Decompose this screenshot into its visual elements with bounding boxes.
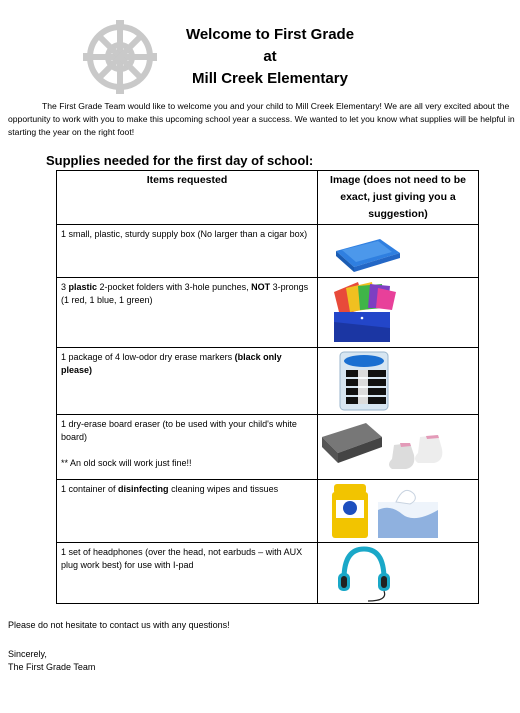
- item-cell: [57, 225, 318, 278]
- item-text: 3: [61, 282, 69, 292]
- item-text-bold: (black only please): [61, 352, 282, 375]
- image-cell: [318, 415, 479, 480]
- column-header-items: Items requested: [57, 171, 318, 225]
- item-colors: (1 red, 1 blue, 1 green): [61, 295, 153, 305]
- title-line-3: Mill Creek Elementary: [192, 70, 348, 87]
- image-cell: [318, 543, 479, 604]
- folders-icon: [318, 278, 478, 347]
- supplies-heading: Supplies needed for the first day of school:: [46, 153, 314, 168]
- table-row: [57, 348, 479, 415]
- headphones-icon: [318, 543, 478, 603]
- title-line-1: Welcome to First Grade: [185, 26, 355, 43]
- table-row: [57, 278, 479, 348]
- table-row: [57, 225, 479, 278]
- item-cell: [57, 415, 318, 480]
- table-header-row: [57, 171, 479, 225]
- item-cell: [57, 348, 318, 415]
- item-cell: [57, 278, 318, 348]
- wipes-tissues-icon: [318, 480, 478, 542]
- item-text-bold: plastic: [68, 282, 98, 292]
- image-cell: [318, 225, 479, 278]
- markers-icon: [318, 348, 478, 414]
- title-line-2: at: [263, 48, 277, 65]
- table-row: [57, 480, 479, 543]
- contact-line: Please do not hesitate to contact us with any questions!: [8, 620, 230, 630]
- item-text: 1 set of headphones (over the head, not earbuds – with AUX plug work best) for use with I-pad: [61, 547, 303, 570]
- item-text: 1 small, plastic, sturdy supply box (No larger than a cigar box): [61, 229, 308, 239]
- supply-box-icon: [318, 225, 478, 277]
- table-row: [57, 415, 479, 480]
- image-cell: [318, 278, 479, 348]
- eraser-socks-icon: [318, 415, 478, 479]
- item-text-bold: disinfecting: [118, 484, 169, 494]
- item-text: 1 package of 4 low-odor dry erase markers: [61, 352, 235, 362]
- image-cell: [318, 348, 479, 415]
- item-text: 1 dry-erase board eraser (to be used with your child's white board): [61, 419, 297, 442]
- item-cell: [57, 543, 318, 604]
- item-text-bold: NOT: [251, 282, 271, 292]
- item-text: cleaning wipes and tissues: [168, 484, 279, 494]
- page-title: [150, 24, 390, 90]
- signature-line: The First Grade Team: [8, 662, 96, 672]
- table-row: [57, 543, 479, 604]
- sincerely-line: Sincerely,: [8, 649, 47, 659]
- intro-paragraph: The First Grade Team would like to welcome you and your child to Mill Creek Elementary! We are all very excited about the opportunity to work with you to make this upcoming school year a success. We wanted to let you know what supplies will be helpful in starting the year on the right foot!: [8, 101, 515, 137]
- item-text: 2-pocket folders with 3-hole punches,: [97, 282, 252, 292]
- image-cell: [318, 480, 479, 543]
- column-header-image: Image (does not need to be exact, just giving you a suggestion): [318, 171, 479, 225]
- item-text: 3-prongs: [270, 282, 309, 292]
- item-note: ** An old sock will work just fine!!: [61, 458, 192, 468]
- item-cell: [57, 480, 318, 543]
- item-text: 1 container of: [61, 484, 119, 494]
- supplies-table: [56, 170, 479, 604]
